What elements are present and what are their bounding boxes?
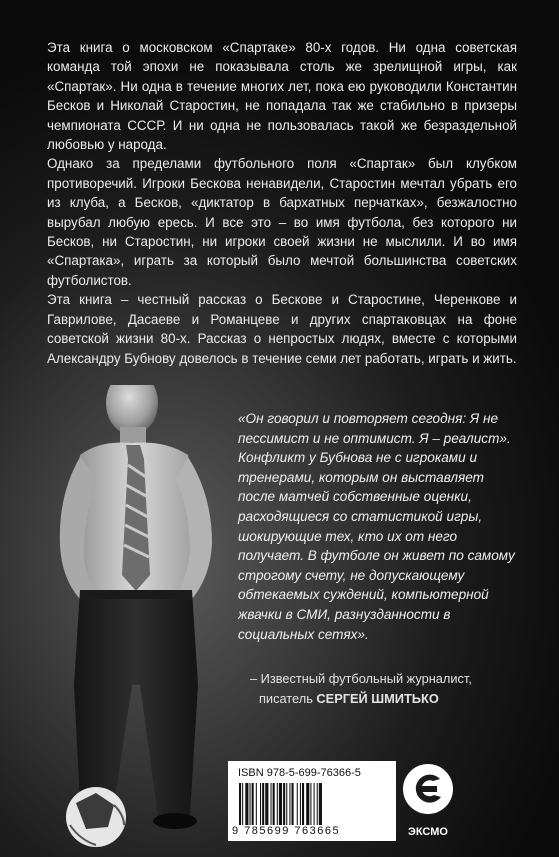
barcode-bar	[283, 783, 285, 825]
publisher-name: ЭКСМО	[408, 826, 448, 838]
eksmo-e-logo-icon	[399, 757, 457, 841]
reviewer-quote: «Он говорил и повторяет сегодня: Я не пессимист и не оптимист. Я – реалист». Конфликт у Бубнова не с игроками и тренерами, которым он выставляет после матчей собственные оценки, расходящиеся со статистикой игры, шокирующие тех, кто их от него получает. В футболе он живет по самому строгому счету, не допускающему обтекаемых суждений, компьютерной жвачки в СМИ, разнузданности в социальных сетях».	[238, 411, 515, 642]
barcode-bar	[297, 783, 298, 825]
barcode-bar	[300, 783, 301, 825]
barcode-bar	[265, 783, 268, 825]
barcode-box	[228, 761, 396, 841]
blurb-paragraph-1: Эта книга о московском «Спартаке» 80-х годов. Ни одна советская команда той эпохи не показывала столь же зрелищной игры, как «Спартак». Ни одна в течение многих лет, пока ею руководили Константин Бесков и Николай Старостин, не попадала так же стабильно в призеры чемпионата СССР. И ни одна не пользовалась такой же безраздельной любовью у народа.	[47, 40, 517, 153]
quote-attribution	[250, 669, 520, 708]
blurb-paragraph-3: Эта книга – честный рассказ о Бескове и Старостине, Черенкове и Гаврилове, Дасаеве и Романцеве и других спартаковцах на фоне советской жизни 80-х. Рассказ о непростых людях, вместе с которыми Александру Бубнову довелось в течение семи лет работать, играть и жить.	[47, 292, 517, 366]
attribution-prefix: писатель	[259, 690, 313, 706]
barcode-bar	[271, 783, 272, 825]
barcode-bar	[319, 783, 322, 825]
barcode-bar	[250, 783, 251, 825]
barcode-bar	[292, 783, 294, 825]
barcode-bar	[252, 783, 254, 825]
attribution-line-2	[250, 689, 520, 709]
barcode-bar	[273, 783, 275, 825]
barcode-bar	[245, 783, 248, 825]
barcode-bar	[262, 783, 264, 825]
attribution-name: СЕРГЕЙ ШМИТЬКО	[316, 690, 439, 706]
blurb-paragraph-2: Однако за пределами футбольного поля «Спартак» был клубком противоречий. Игроки Бескова ненавидели, Старостин мечтал убрать его из клуба, а Бесков, «диктатор в бархатных перчатках», безжалостно вырубал любую ересь. И все это – во имя футбола, без которого ни Бесков, ни Старостин, ни игроки своей жизни не мыслили. И во имя «Спартака», играть за который было мечтой большинства советских футболистов.	[47, 156, 517, 288]
barcode-bars	[237, 783, 389, 825]
barcode-bar	[260, 783, 261, 825]
barcode-bar	[289, 783, 290, 825]
man-with-football-photo	[40, 385, 250, 857]
barcode-bar	[317, 783, 318, 825]
isbn-text: ISBN 978-5-699-76366-5	[238, 767, 361, 779]
barcode-bar	[306, 783, 309, 825]
barcode-bar	[242, 783, 243, 825]
barcode-bar	[310, 783, 311, 825]
barcode-bar	[239, 783, 241, 825]
barcode-digits: 9 785699 763665	[232, 825, 341, 837]
attribution-line-1: – Известный футбольный журналист,	[250, 671, 472, 686]
barcode-bar	[279, 783, 282, 825]
cover-blurb	[47, 38, 517, 368]
barcode-bar	[302, 783, 304, 825]
barcode-bar	[277, 783, 278, 825]
barcode-bar	[256, 783, 257, 825]
barcode-bar	[314, 783, 315, 825]
barcode-bar	[286, 783, 287, 825]
